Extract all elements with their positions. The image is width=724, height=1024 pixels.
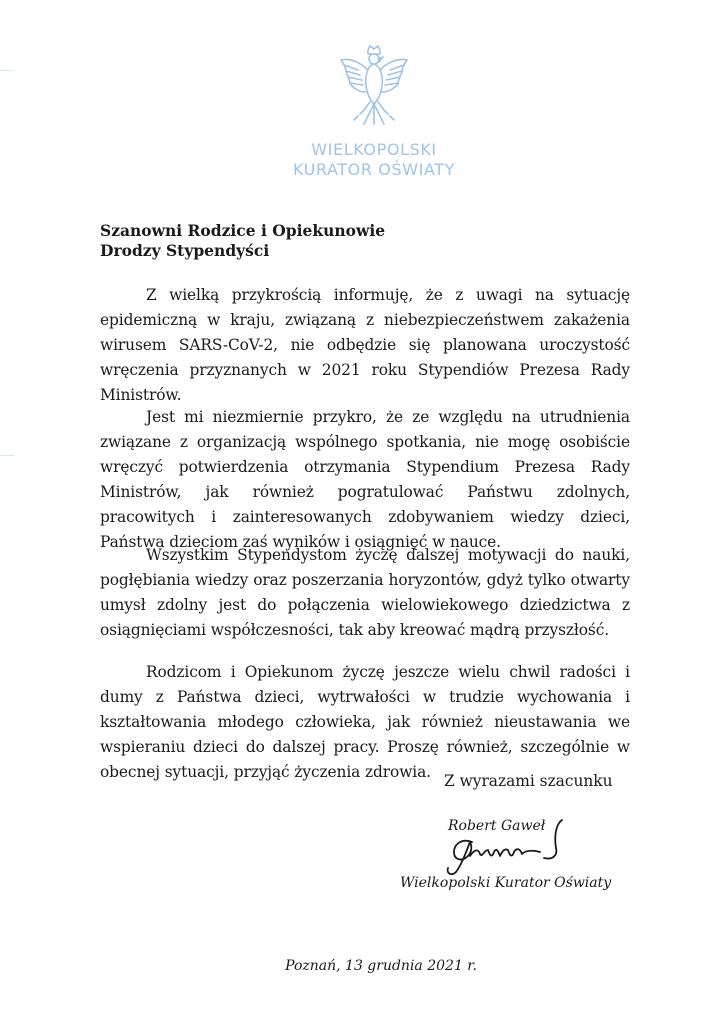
place-and-date: Poznań, 13 grudnia 2021 r. — [285, 958, 477, 974]
eagle-emblem-icon — [338, 44, 410, 130]
page-edge-mark — [0, 455, 14, 456]
handwritten-signature-icon — [432, 812, 572, 884]
letter-paragraph: Rodzicom i Opiekunom życzę jeszcze wielu chwil radości i dumy z Państwa dzieci, wytrwałości w trudzie wychowania i kształtowania młodego człowieka, jak również nieustawania we wspieraniu dzieci do dalszej pracy. Proszę również, szczególnie w obecnej sytuacji, przyjąć życzenia zdrowia. — [100, 663, 630, 781]
signatory-name: Robert Gaweł — [448, 818, 546, 834]
letter-paragraph: Z wielką przykrością informuję, że z uwagi na sytuację epidemiczną w kraju, związaną z niebezpieczeństwem zakażenia wirusem SARS-CoV-2, nie odbędzie się planowana uroczystość wręczenia przyznanych w 2021 roku Stypendiów Prezesa Rady Ministrów. — [100, 286, 630, 404]
salutation-line1: Szanowni Rodzice i Opiekunowie — [100, 221, 386, 240]
page-edge-mark — [0, 70, 14, 71]
closing-phrase: Z wyrazami szacunku — [444, 772, 613, 790]
signatory-title: Wielkopolski Kurator Oświaty — [400, 875, 612, 891]
letter-paragraph: Jest mi niezmiernie przykro, że ze względu na utrudnienia związane z organizacją wspólnego spotkania, nie mogę osobiście wręczyć potwierdzenia otrzymania Stypendium Prezesa Rady Ministrów, jak również pogratulować Państwu zdolnych, pracowitych i zainteresowanych zdobywaniem wiedzy dzieci, Państwa dzieciom zaś wyników i osiągnięć w nauce. — [100, 408, 630, 551]
salutation-line2: Drodzy Stypendyści — [100, 241, 270, 260]
letter-paragraph: Wszystkim Stypendystom życzę dalszej motywacji do nauki, pogłębiania wiedzy oraz poszerzania horyzontów, gdyż tylko otwarty umysł zdolny jest do połączenia wielowiekowego dziedzictwa z osiągnięciami współczesności, tak aby kreować mądrą przyszłość. — [100, 546, 630, 639]
issuer-name-line1: WIELKOPOLSKI — [311, 140, 437, 159]
issuer-name-line2: KURATOR OŚWIATY — [292, 160, 456, 179]
